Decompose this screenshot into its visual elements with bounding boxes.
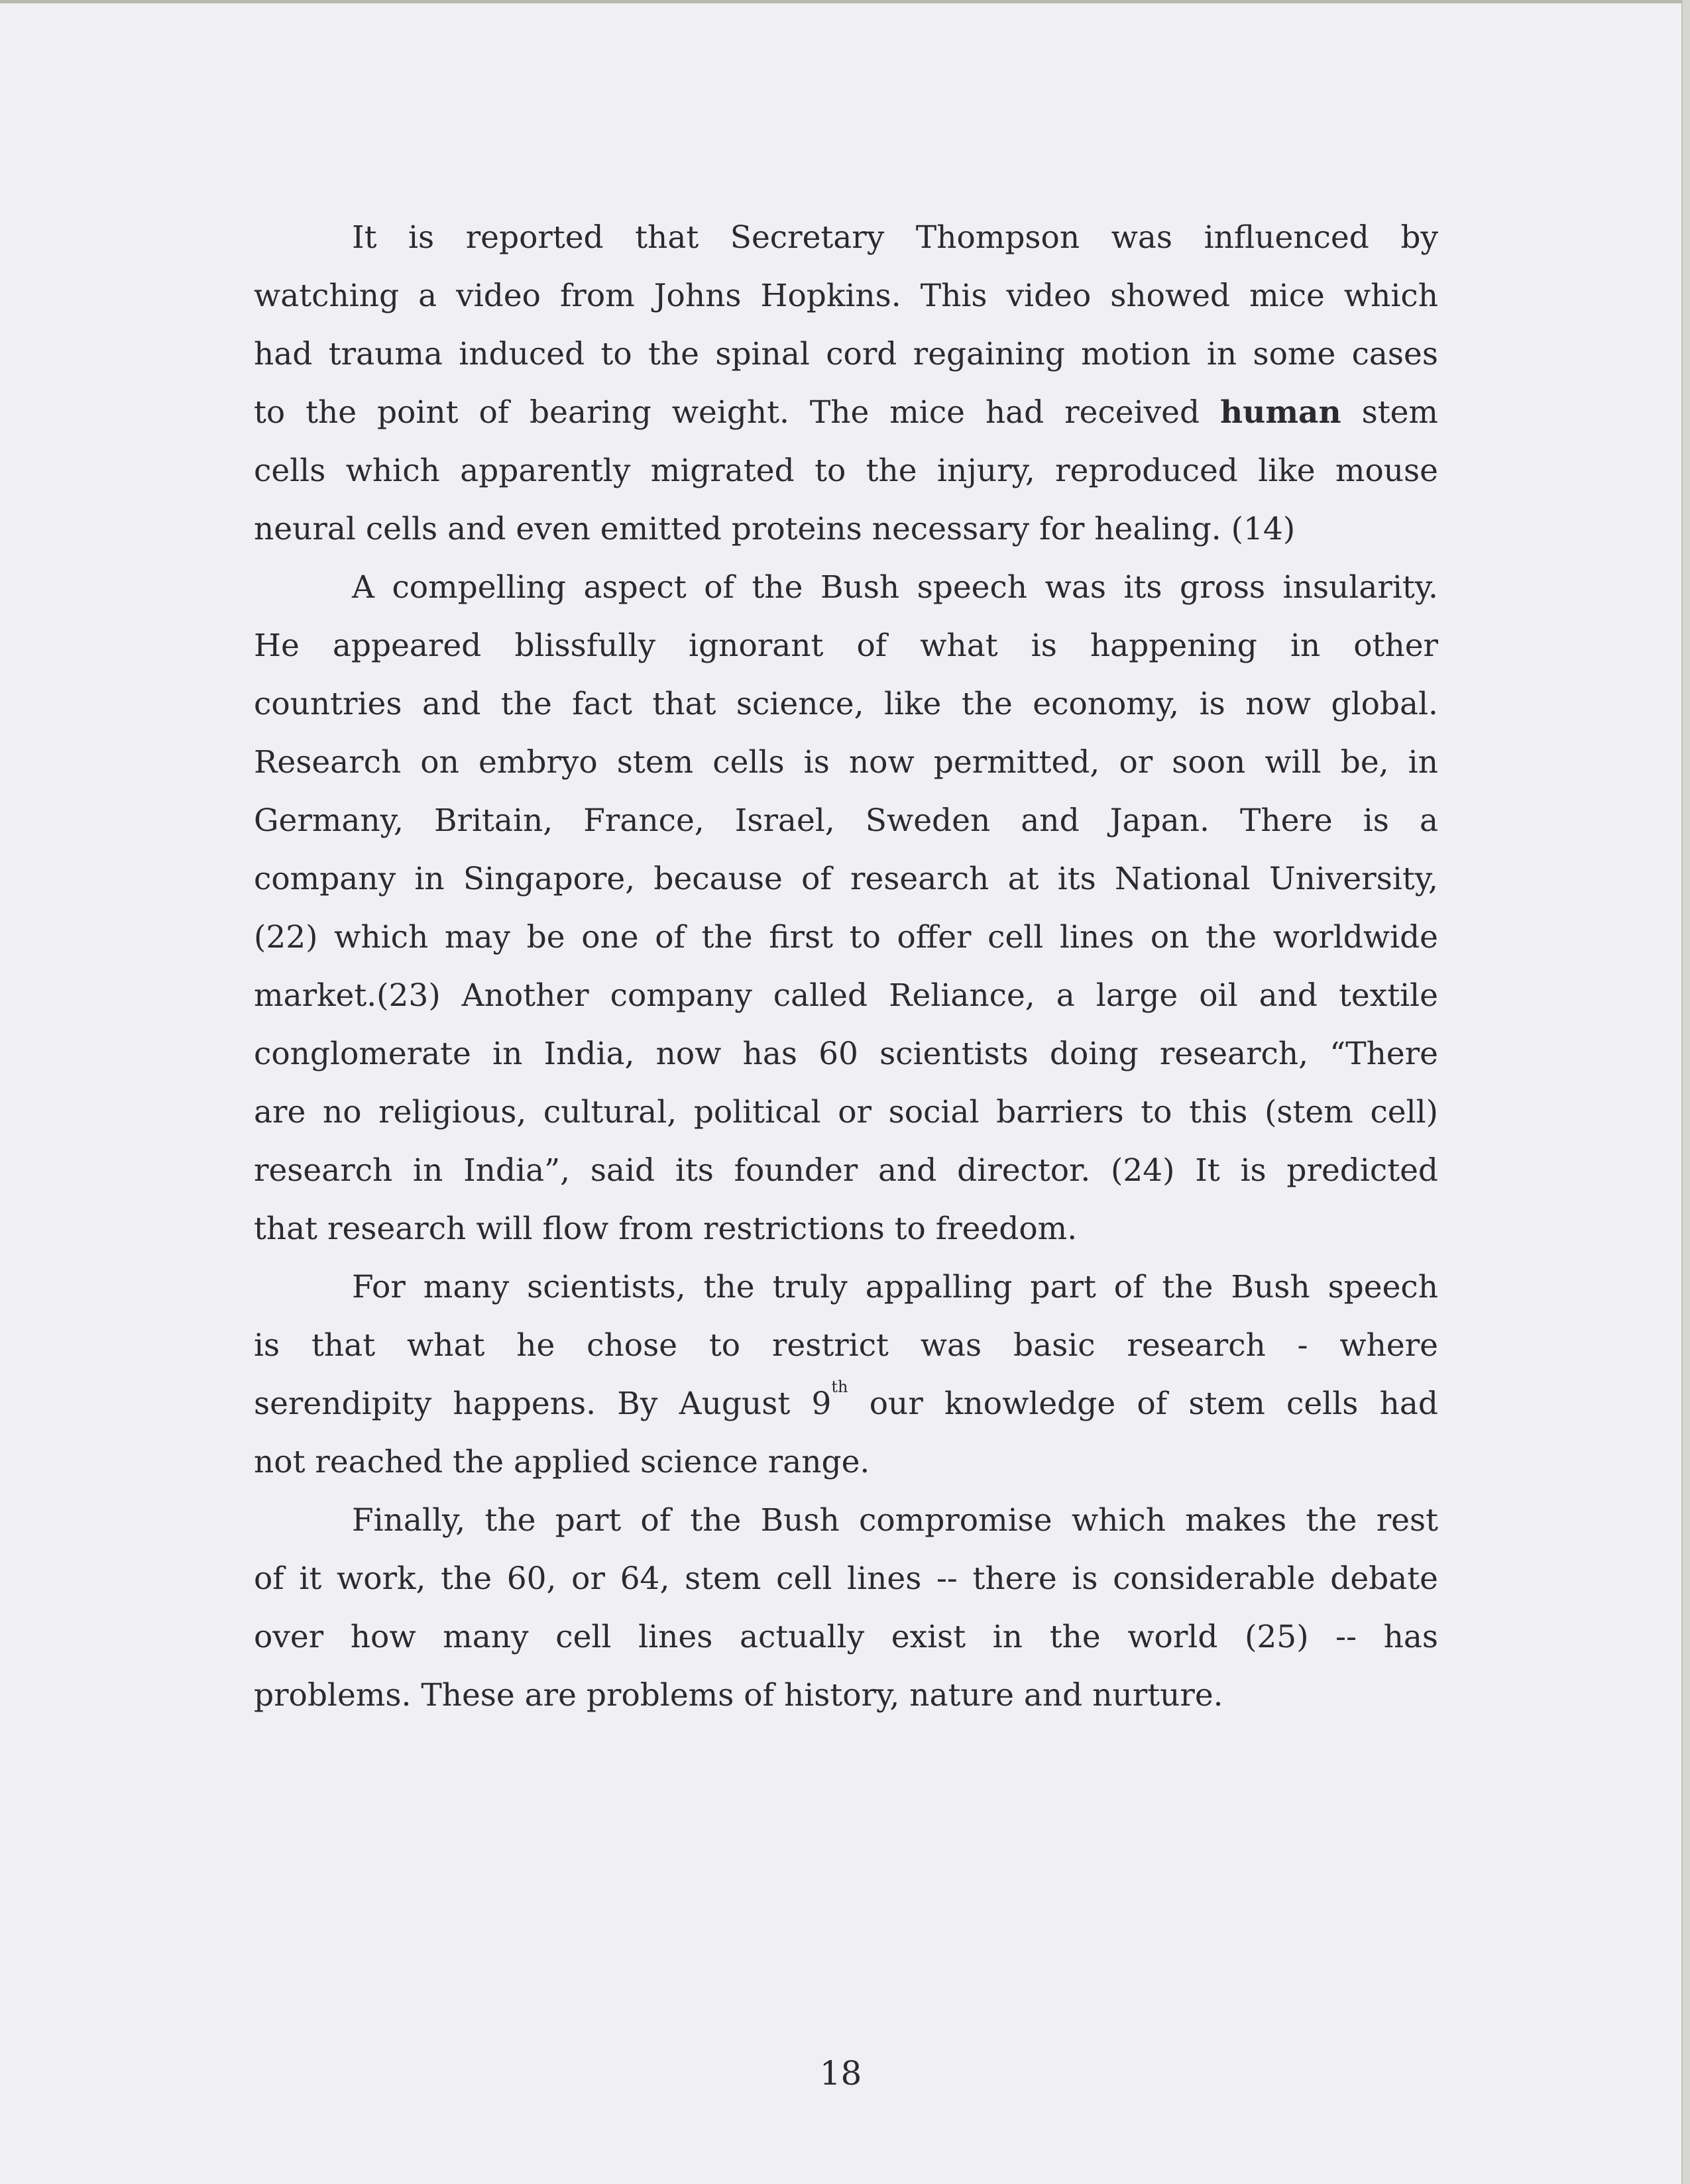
- text-line: watching a video from Johns Hopkins. This video showed mice which: [254, 278, 1438, 314]
- text-line: A compelling aspect of the Bush speech was its gross insularity.: [352, 569, 1438, 606]
- text-segment: stem: [1341, 394, 1438, 431]
- text-line: market.(23) Another company called Reliance, a large oil and textile: [254, 977, 1438, 1014]
- text-line: had trauma induced to the spinal cord regaining motion in some cases: [254, 336, 1438, 372]
- text-line: conglomerate in India, now has 60 scientists doing research, “There: [254, 1036, 1438, 1072]
- text-line: problems. These are problems of history, nature and nurture.: [254, 1677, 1223, 1714]
- text-line: [254, 384, 1438, 442]
- text-line: is that what he chose to restrict was basic research - where: [254, 1327, 1438, 1364]
- bold-emphasis: human: [1219, 394, 1341, 431]
- paragraph-thompson-video: [254, 209, 1438, 559]
- text-line: He appeared blissfully ignorant of what is happening in other: [254, 628, 1438, 664]
- text-line: [254, 1375, 1438, 1433]
- text-line: For many scientists, the truly appalling part of the Bush speech: [352, 1269, 1438, 1305]
- text-segment: to the point of bearing weight. The mice had received: [254, 394, 1220, 431]
- text-line: neural cells and even emitted proteins necessary for healing. (14): [254, 511, 1296, 547]
- ordinal-superscript: th: [831, 1378, 848, 1396]
- text-line: are no religious, cultural, political or social barriers to this (stem cell): [254, 1094, 1438, 1130]
- page-number: 18: [819, 2054, 862, 2093]
- text-line: of it work, the 60, or 64, stem cell lines -- there is considerable debate: [254, 1560, 1438, 1597]
- text-line: Research on embryo stem cells is now permitted, or soon will be, in: [254, 744, 1438, 781]
- text-segment: our knowledge of stem cells had: [848, 1386, 1438, 1422]
- paragraph-cell-lines: [254, 1492, 1438, 1725]
- text-line: over how many cell lines actually exist in the world (25) -- has: [254, 1619, 1438, 1655]
- paragraph-basic-research: [254, 1258, 1438, 1492]
- text-line: (22) which may be one of the first to offer cell lines on the worldwide: [254, 919, 1438, 956]
- text-line: company in Singapore, because of research at its National University,: [254, 861, 1438, 897]
- text-line: research in India”, said its founder and director. (24) It is predicted: [254, 1152, 1438, 1189]
- text-line: Finally, the part of the Bush compromise which makes the rest: [352, 1502, 1438, 1539]
- text-line: cells which apparently migrated to the injury, reproduced like mouse: [254, 453, 1438, 489]
- text-line: It is reported that Secretary Thompson was influenced by: [352, 219, 1438, 256]
- text-line: not reached the applied science range.: [254, 1444, 870, 1480]
- scan-edge: [1681, 0, 1690, 2184]
- body-text: [254, 209, 1438, 1725]
- text-line: Germany, Britain, France, Israel, Sweden and Japan. There is a: [254, 802, 1438, 839]
- paragraph-insularity: [254, 559, 1438, 1258]
- text-line: that research will flow from restrictions to freedom.: [254, 1211, 1078, 1247]
- text-segment: serendipity happens. By August 9: [254, 1386, 832, 1422]
- text-line: countries and the fact that science, like the economy, is now global.: [254, 686, 1438, 722]
